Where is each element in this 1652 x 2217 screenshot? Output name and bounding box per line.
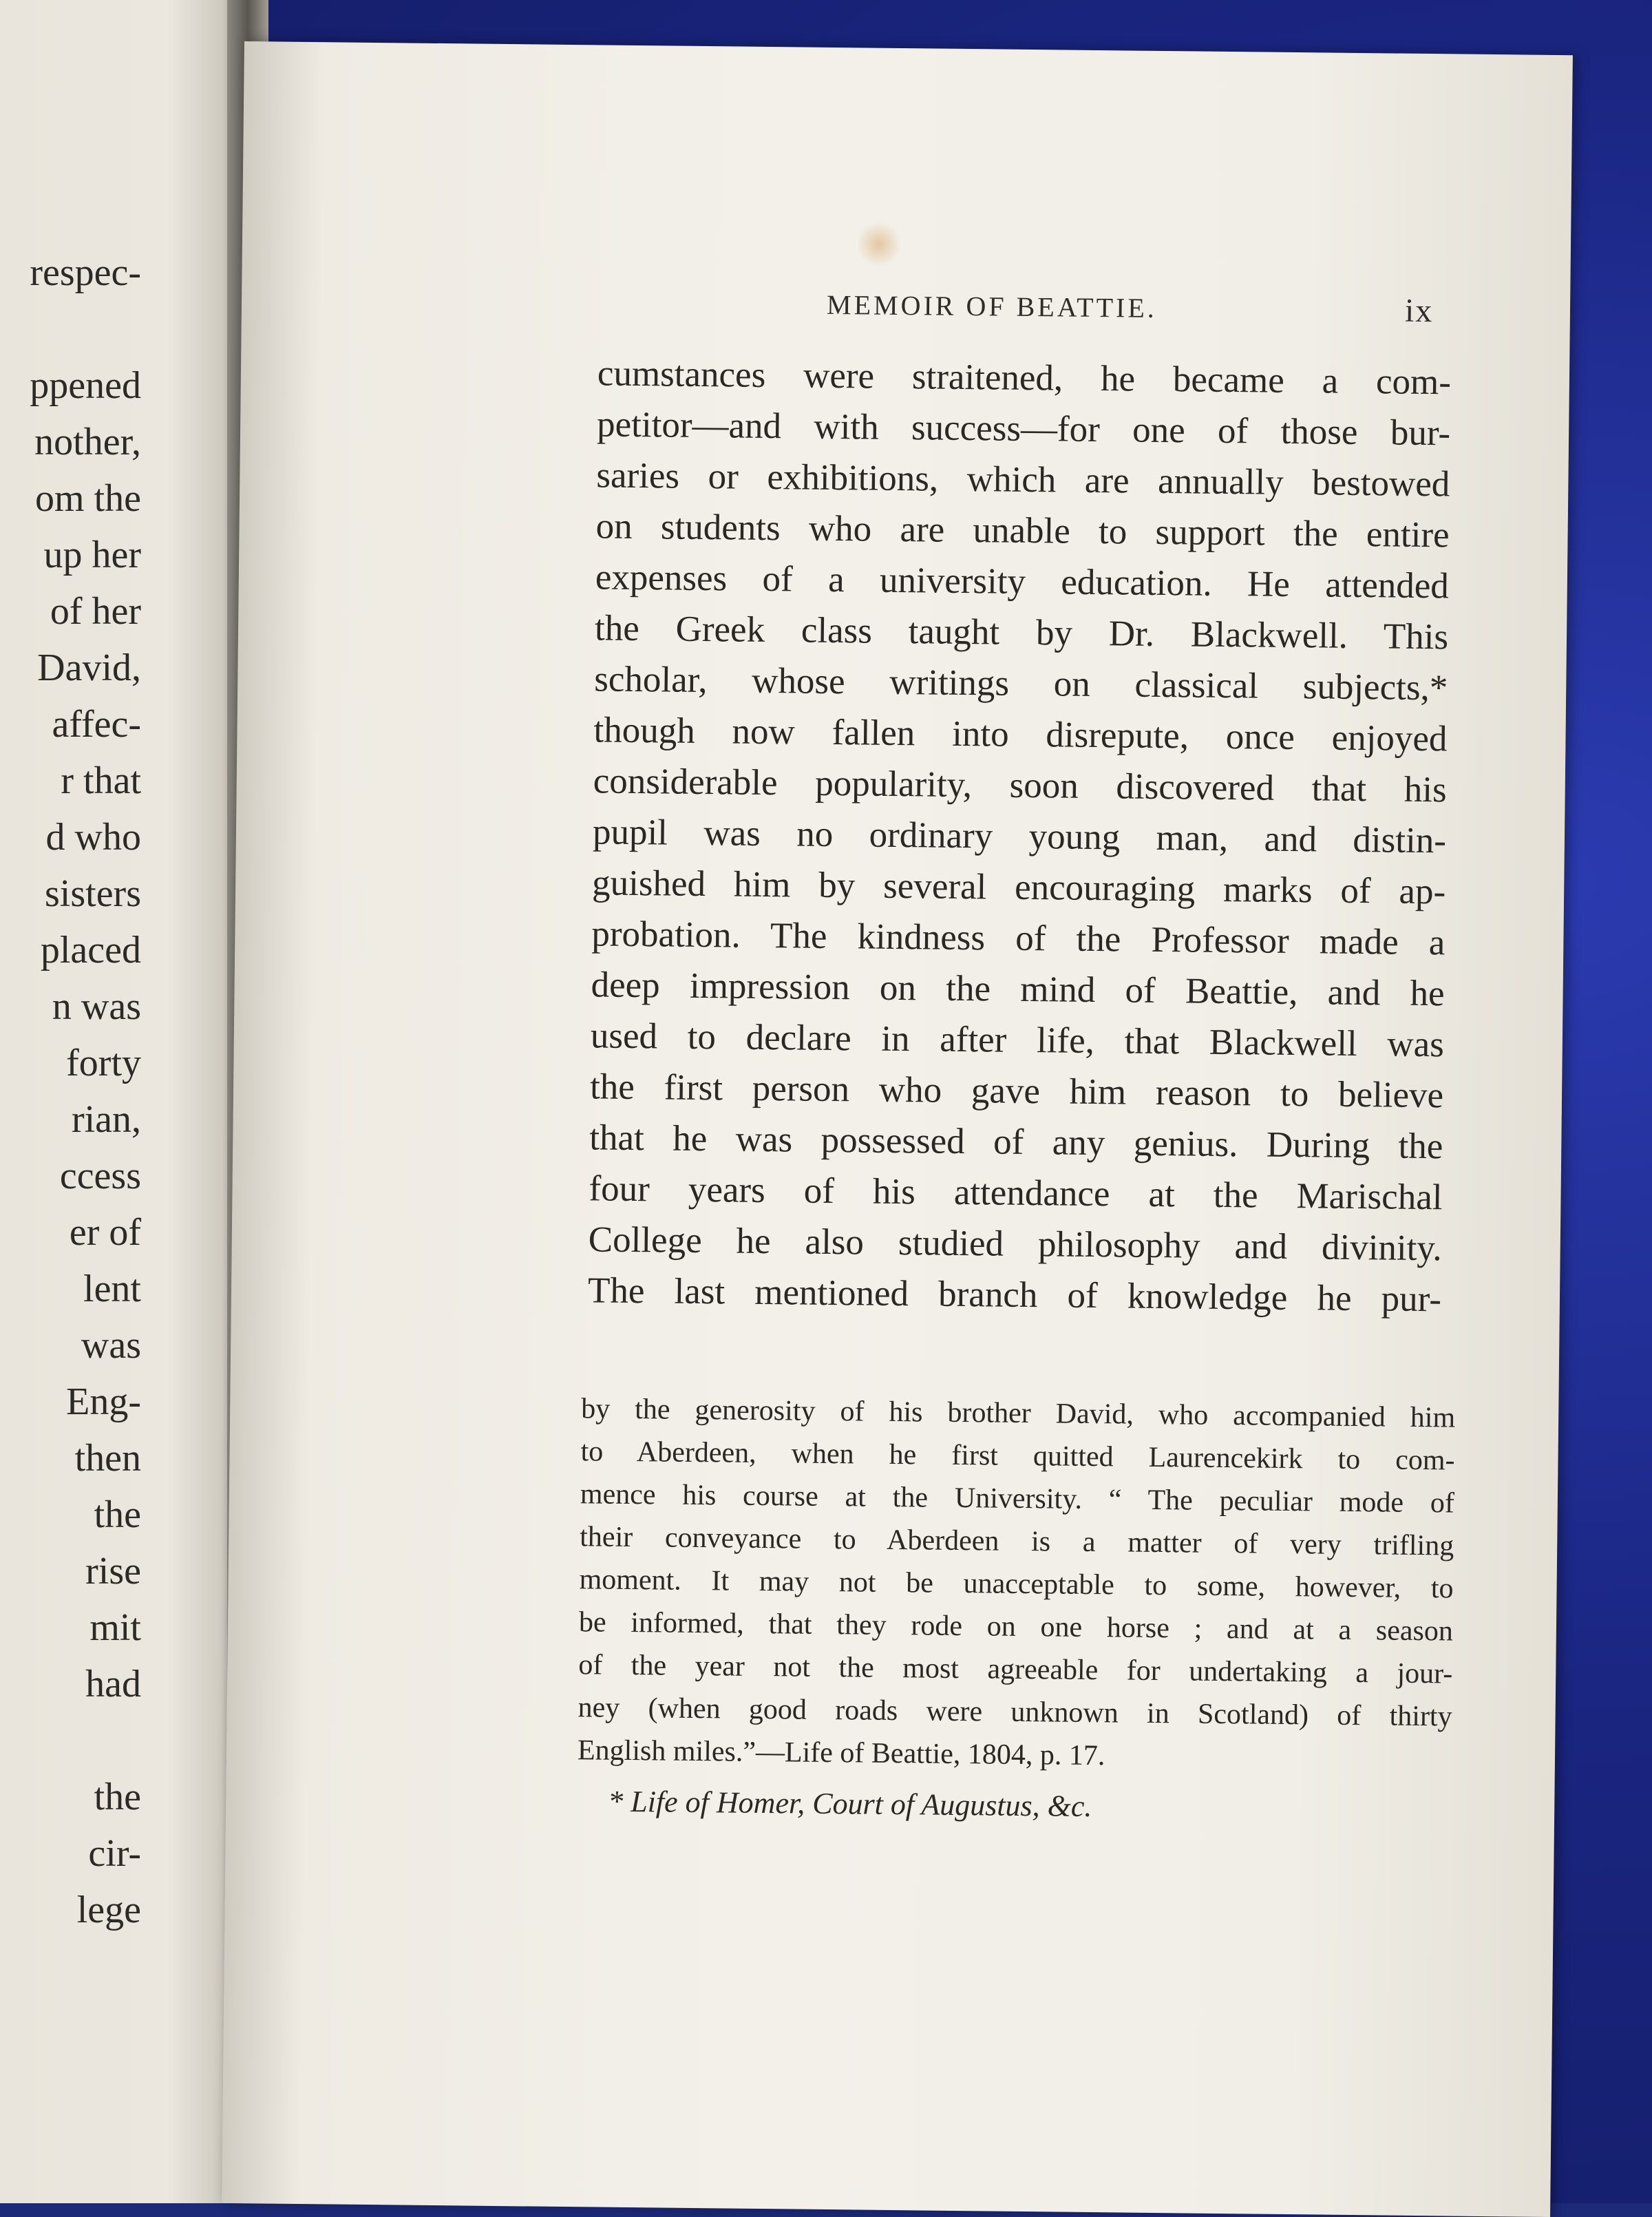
body-line: The last mentioned branch of knowledge he pur-: [587, 1270, 1442, 1320]
left-line: Eng-: [66, 1380, 141, 1423]
left-line: er of: [69, 1211, 141, 1254]
right-page: [222, 41, 1573, 2217]
body-line: the Greek class taught by Dr. Blackwell. This: [594, 608, 1449, 658]
left-line: the: [94, 1493, 141, 1536]
left-line: n was: [52, 985, 141, 1028]
left-line: lege: [76, 1889, 141, 1931]
body-line: College he also studied philosophy and divinity.: [588, 1219, 1443, 1269]
footnote-line: to Aberdeen, when he first quitted Laurencekirk to com-: [580, 1436, 1455, 1477]
body-line: petitor—and with success—for one of those bur-: [596, 404, 1451, 454]
left-line: sisters: [45, 872, 141, 915]
left-line: lent: [83, 1268, 141, 1310]
body-line: guished him by several encouraging marks of ap-: [591, 863, 1446, 912]
left-line: [0, 1712, 141, 1769]
running-title: MEMOIR OF BEATTIE.: [826, 288, 1158, 324]
body-line: four years of his attendance at the Marischal: [589, 1168, 1443, 1218]
footnote-line: by the generosity of his brother David, who accompanied him: [580, 1393, 1456, 1434]
footnote-line: their conveyance to Aberdeen is a matter of very trifling: [580, 1521, 1454, 1562]
left-line: forty: [66, 1042, 141, 1084]
body-line: expenses of a university education. He attended: [595, 557, 1450, 607]
page-stain: [858, 220, 900, 269]
body-line: on students who are unable to support the entire: [595, 506, 1450, 556]
body-line: deep impression on the mind of Beattie, and he: [591, 965, 1445, 1014]
footnote-line: mence his course at the University. “ The peculiar mode of: [580, 1478, 1455, 1520]
body-line: considerable popularity, soon discovered that his: [593, 761, 1448, 810]
left-line: rise: [85, 1550, 141, 1593]
footnotes: [577, 1387, 1456, 1831]
body-line: though now fallen into disrepute, once enjoyed: [593, 710, 1448, 759]
left-line: the: [94, 1776, 141, 1818]
left-line: had: [85, 1663, 141, 1705]
body-line: cumstances were straitened, he became a com-: [597, 353, 1452, 403]
left-page: [0, 0, 241, 2203]
body-line: probation. The kindness of the Professor made a: [591, 914, 1446, 963]
page-number: ix: [1404, 292, 1434, 330]
running-head: [558, 286, 1453, 330]
left-line: was: [81, 1324, 141, 1367]
left-line: up her: [43, 534, 141, 576]
footnote-asterisk: * Life of Homer, Court of Augustus, &c.: [608, 1784, 1092, 1824]
body-line: scholar, whose writings on classical subjects,*: [594, 659, 1448, 708]
footnote-line: be informed, that they rode on one horse ; and at a season: [578, 1606, 1454, 1648]
left-line: mit: [89, 1606, 141, 1649]
left-page-text: [0, 244, 141, 1938]
body-line: the first person who gave him reason to believe: [589, 1067, 1444, 1116]
left-line: ppened: [30, 364, 141, 407]
left-line: r that: [61, 759, 141, 802]
left-line: rian,: [71, 1098, 141, 1141]
left-line: ccess: [59, 1155, 141, 1197]
left-line: d who: [45, 816, 141, 859]
footnote-line: English miles.”—Life of Beattie, 1804, p. 17.: [577, 1734, 1105, 1772]
left-line: affec-: [52, 703, 141, 746]
body-line: that he was possessed of any genius. During the: [589, 1117, 1443, 1167]
body-line: used to declare in after life, that Blackwell was: [590, 1016, 1445, 1065]
left-line: respec-: [30, 251, 141, 294]
left-line: of her: [50, 590, 141, 633]
left-line: placed: [40, 929, 141, 971]
footnote-line: moment. It may not be unacceptable to some, however, to: [579, 1564, 1454, 1605]
body-line: saries or exhibitions, which are annually bestowed: [596, 455, 1450, 505]
left-line: cir-: [88, 1832, 141, 1875]
left-line: David,: [37, 647, 141, 689]
footnote-line: of the year not the most agreeable for undertaking a jour-: [578, 1649, 1453, 1690]
body-text: [588, 348, 1452, 1325]
body-line: pupil was no ordinary young man, and distin-: [592, 812, 1447, 861]
left-line: then: [74, 1437, 141, 1480]
left-line: nother,: [34, 421, 141, 463]
left-line: om the: [35, 477, 141, 520]
footnote-line: ney (when good roads were unknown in Scotland) of thirty: [578, 1692, 1452, 1733]
